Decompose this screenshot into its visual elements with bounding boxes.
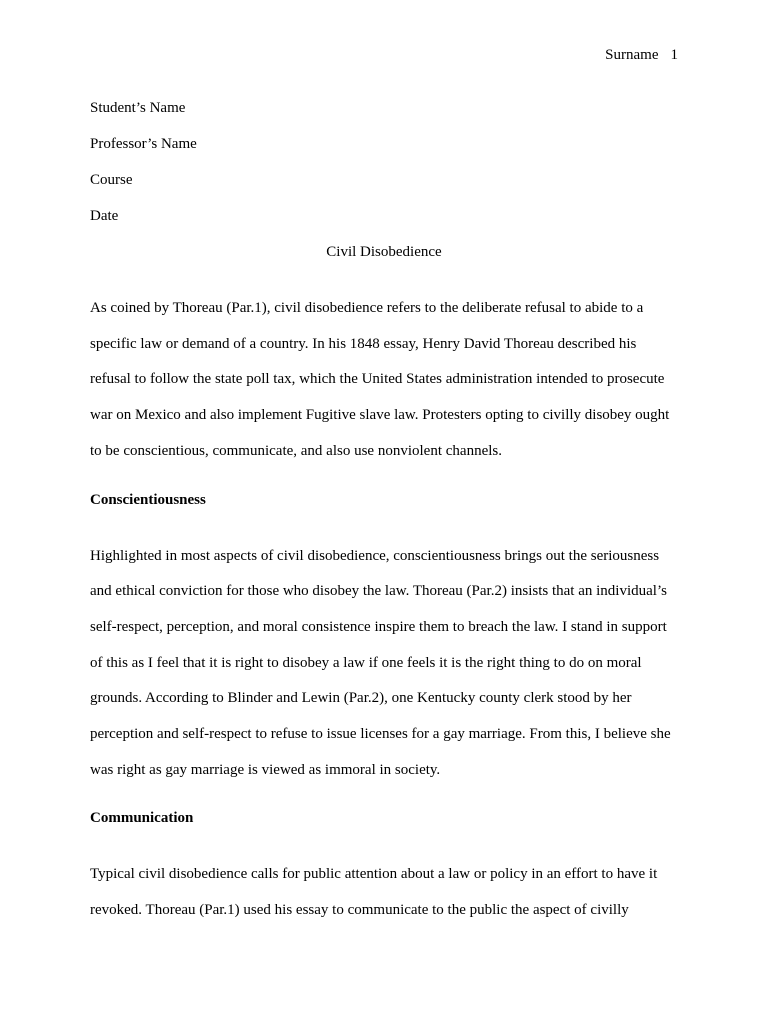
course: Course: [90, 172, 133, 188]
section-heading-communication: Communication: [90, 810, 194, 827]
running-head: [605, 47, 678, 64]
intro-paragraph: As coined by Thoreau (Par.1), civil disobedience refers to the deliberate refusal to abide to a specific law or demand of a country. In his 1848 essay, Henry David Thoreau described his refusal to follow the state poll tax, which the United States administration intended to prosecute war on Mexico and also implement Fugitive slave law. Protesters opting to civilly disobey ought to be conscientious, communicate, and also use nonviolent channels.: [90, 300, 670, 459]
student-name: Student’s Name: [90, 100, 186, 116]
header-surname: Surname: [605, 47, 659, 63]
conscientiousness-paragraph: Highlighted in most aspects of civil disobedience, conscientiousness brings out the seriousness and ethical conviction for those who disobey the law. Thoreau (Par.2) insists that an individual’s self-respect, perception, and moral consistence inspire them to breach the law. I stand in support of this as I feel that it is right to disobey a law if one feels it is the right thing to do on moral grounds. According to Blinder and Lewin (Par.2), one Kentucky county clerk stood by her perception and self-respect to refuse to issue licenses for a gay marriage. From this, I believe she was right as gay marriage is viewed as immoral in society.: [90, 547, 671, 778]
document-body: [90, 99, 678, 950]
page-number: 1: [670, 47, 678, 63]
professor-name: Professor’s Name: [90, 136, 197, 152]
date: Date: [90, 208, 119, 224]
communication-paragraph: Typical civil disobedience calls for public attention about a law or policy in an effort to have it revoked. Thoreau (Par.1) used his essay to communicate to the public the aspect of civilly: [90, 866, 658, 919]
section-heading-conscientiousness: Conscientiousness: [90, 491, 206, 508]
essay-title: Civil Disobedience: [326, 244, 442, 260]
